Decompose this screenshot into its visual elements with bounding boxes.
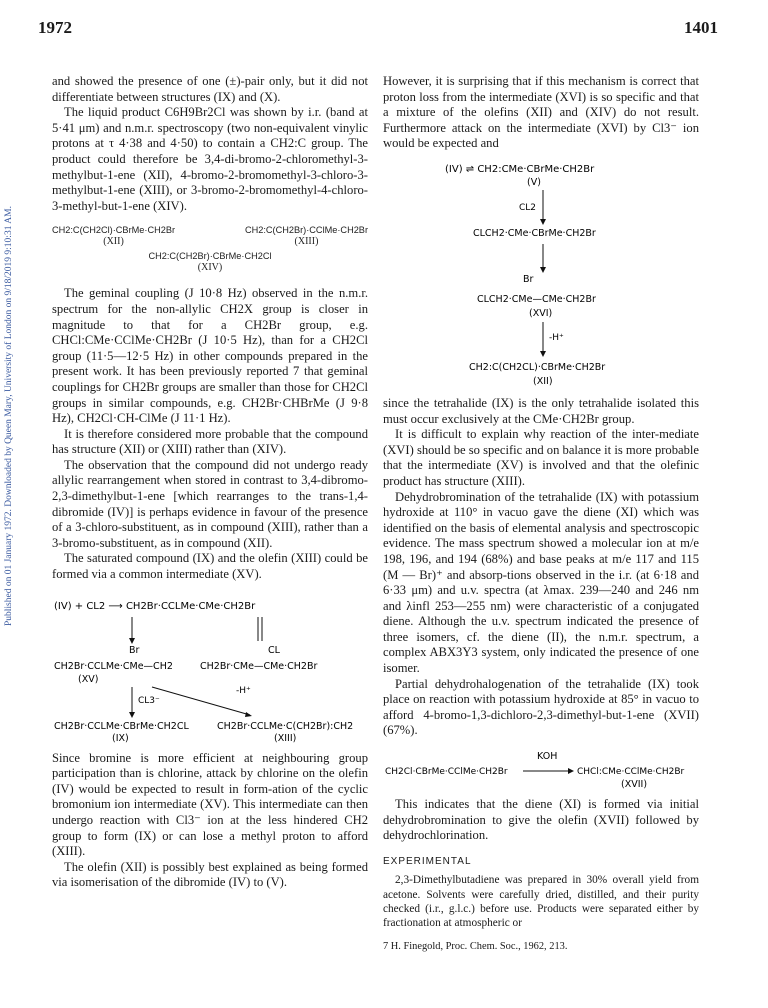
paragraph: The observation that the compound did not undergo ready allylic rearrangement when stored in contrast to 3,4-dibromo-2,3-dimethylbut-1-ene [which rearranges to the trans-1,4-dibromide (IV)] is perhaps evidence in favour of the presence of a 3-chloro-substituent, as in compound (XIII), rather than a 3-bromo-substituent, as in compound (XII). <box>52 457 368 550</box>
equation-reactant: CH2Cl·CBrMe·CClMe·CH2Br <box>385 767 508 778</box>
label-xiii: (XIII) <box>274 732 297 743</box>
paragraph: However, it is surprising that if this mechanism is correct that proton loss from the intermediate (XVI) is so specific and that a mixture of the olefins (XII) and (XIV) do not result. Furthermore attack on the intermediate (XVI) by Cl3⁻ ion would be expected and <box>383 74 699 151</box>
label-v: (V) <box>527 176 541 188</box>
label-xii: (XII) <box>533 375 553 387</box>
equation-product: CHCl:CMe·CClMe·CH2Br <box>577 767 685 778</box>
paragraph: and showed the presence of one (±)-pair only, but it did not differentiate between structures (IX) and (X). <box>52 74 368 104</box>
download-watermark[interactable]: Published on 01 January 1972. Downloaded by Queen Mary, University of London on 9/18/2019 9:10:31 AM. <box>4 206 14 626</box>
paragraph: 2,3-Dimethylbutadiene was prepared in 30% overall yield from acetone. Solvents were carefully dried, distilled, and their purity checked (i.r., g.l.c.) before use. Products were separated either by fractionation at atmospheric or <box>383 874 699 930</box>
chlorine-bridge: CL <box>268 644 280 656</box>
proton-loss-label: -H⁺ <box>236 685 251 696</box>
paragraph: This indicates that the diene (XI) is formed via initial dehydrobromination to give the olefin (XVII) followed by dehydrochlorination. <box>383 797 699 843</box>
left-column <box>52 74 368 891</box>
koh-equation <box>383 747 699 791</box>
journal-year: 1972 <box>38 18 72 37</box>
bromonium-xvi: CLCH2·CMe—CMe·CH2Br <box>477 293 596 305</box>
paragraph: The saturated compound (IX) and the olefin (XIII) could be formed via a common intermediate (XV). <box>52 551 368 582</box>
paragraph: Since bromine is more efficient at neighbouring group participation than is chlorine, attack by chlorine on the olefin (IV) would be expected to result in form-ation of the cyclic bromonium ion intermediate (XV). This intermediate can then undergo reaction with Cl3⁻ ion at the less hindered CH2 group to form (IX) or can lose a methyl proton to afford (XIII). <box>52 750 368 859</box>
bromine-bridge: Br <box>129 644 140 656</box>
structure-xiv: CH2:C(CH2Br)·CBrMe·CH2Cl (XIV) <box>148 251 272 274</box>
paragraph: The olefin (XII) is possibly best explained as being formed via isomerisation of the dibromide (IV) to (V). <box>52 859 368 890</box>
paragraph: Partial dehydrohalogenation of the tetrahalide (IX) took place on reaction with potassium hydroxide at 85° in vacuo to afford 4-bromo-1,3-dichloro-2,3-dimethyl-but-1-ene (XVII) (67%). <box>383 676 699 738</box>
scheme-top: (IV) ⇌ CH2:CMe·CBrMe·CH2Br <box>445 163 595 175</box>
ion-chloronium: CH2Br·CMe—CMe·CH2Br <box>200 660 318 672</box>
structure-list <box>52 224 368 274</box>
reagent-koh: KOH <box>537 751 558 763</box>
bromine-bridge: Br <box>523 273 534 285</box>
scheme-top: (IV) + CL2 ⟶ CH2Br·CCLMe·CMe·CH2Br <box>54 600 256 612</box>
paragraph: since the tetrahalide (IX) is the only tetrahalide isolated this must occur exclusively at the CMe·CH2Br group. <box>383 395 699 426</box>
label-xvi: (XVI) <box>529 307 553 319</box>
paragraph: It is therefore considered more probable that the compound has structure (XII) or (XIII) rather than (XIV). <box>52 426 368 457</box>
trichloride-label: CL3⁻ <box>138 695 160 706</box>
product-ix: CH2Br·CCLMe·CBrMe·CH2CL <box>54 720 189 732</box>
page-number: 1401 <box>684 18 718 37</box>
label-ix: (IX) <box>112 732 129 743</box>
structure-xiii: CH2:C(CH2Br)·CClMe·CH2Br (XIII) <box>244 225 368 248</box>
paragraph: The liquid product C6H9Br2Cl was shown by i.r. (band at 5·41 μm) and n.m.r. spectroscopy (two non-equivalent vinylic protons at τ 4·38 and 4·50) to contain a CH2:C group. The product could therefore be 3,4-di-bromo-2-chloromethyl-3-methylbut-1-ene (XII), 4-bromo-2-bromomethyl-3-chloro-3-methylbut-1-ene (XIII), or 3-bromo-2-bromomethyl-4-chloro-3-methyl-but-1-ene (XIV). <box>52 105 368 213</box>
product-xiii: CH2Br·CCLMe·C(CH2Br):CH2 <box>217 720 354 732</box>
chlorine-reagent: CL2 <box>519 202 537 213</box>
mechanism-scheme-right <box>383 158 699 390</box>
right-column <box>383 74 699 953</box>
structure-xii: CH2:C(CH2Cl)·CBrMe·CH2Br (XII) <box>52 225 176 248</box>
section-heading: EXPERIMENTAL <box>383 855 472 867</box>
label-xv: (XV) <box>78 673 99 685</box>
mechanism-scheme-left <box>52 593 368 743</box>
paragraph: It is difficult to explain why reaction of the inter-mediate (XVI) should be so specific and on balance it is more probable that the intermediate (XV) is involved and that the olefinic product has structure (XIII). <box>383 427 699 488</box>
paragraph: Dehydrobromination of the tetrahalide (IX) with potassium hydroxide at 110° in vacuo gave the diene (XI) which was identified on the basis of elemental analysis and spectroscopic evidence. The mass spectrum showed a molecular ion at m/e 198, 196, and 194 (68%) and base peaks at m/e 117 and 115 (M — Br)⁺ and absorp-tions observed in the i.r. (at 6·18 and 6·33 μm) and u.v. spectra (at λmax. 239—240 and 246 nm and λinfl 253—255 nm) were characteristic of a conjugated diene. Although the u.v. spectrum indicated the presence of three isomers, cf. the diene (II), the n.m.r. spectrum, a complex ABX3Y3 system, only indicated the presence of one isomer. <box>383 489 699 676</box>
footnote: 7 H. Finegold, Proc. Chem. Soc., 1962, 213. <box>383 941 568 953</box>
cation-intermediate: CLCH2·CMe·CBrMe·CH2Br <box>473 227 596 239</box>
proton-loss-label: -H⁺ <box>549 332 564 343</box>
paragraph: The geminal coupling (J 10·8 Hz) observed in the n.m.r. spectrum for the non-allylic CH2X group is closer in magnitude to that for a CH2Br group, e.g. CHCl:CMe·CClMe·CH2Br (J 10·5 Hz), than for a CH2Cl group (11·5—12·5 Hz) in other compounds prepared in the present work. It has been previously reported 7 that geminal couplings for CH2Br groups are smaller than those for CH2Cl groups in similar compounds, e.g. CH2Br·CHBrMe (J 9·8 Hz), CH2Cl·CH-ClMe (J 11·1 Hz). <box>52 286 368 426</box>
label-xvii: (XVII) <box>621 779 648 791</box>
product-xii: CH2:C(CH2CL)·CBrMe·CH2Br <box>469 361 606 373</box>
ion-xv: CH2Br·CCLMe·CMe—CH2 <box>54 660 173 672</box>
